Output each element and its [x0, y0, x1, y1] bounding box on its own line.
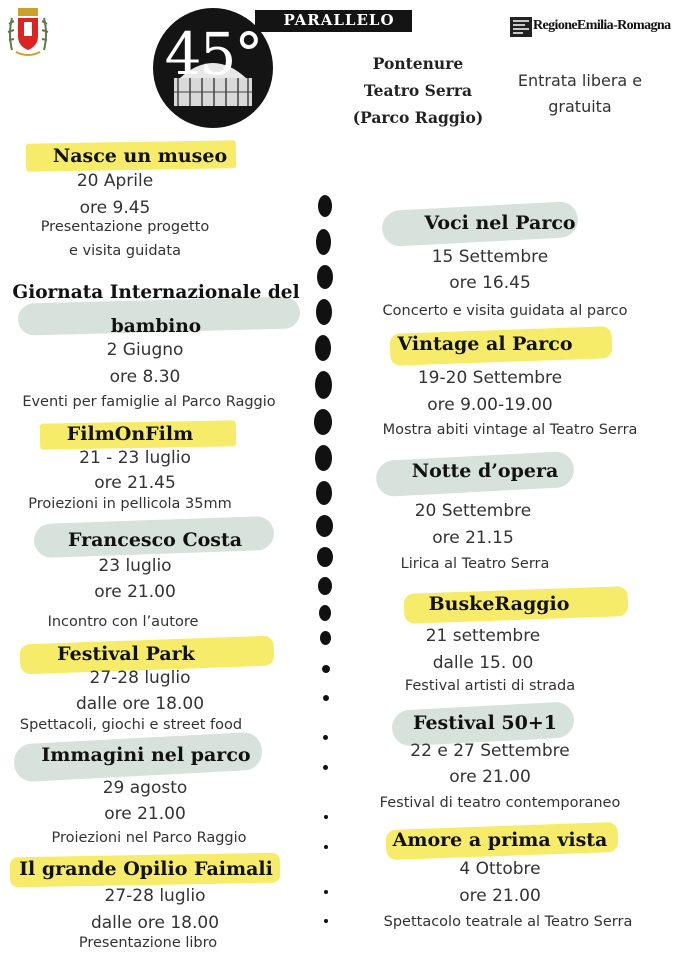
event-time: ore 21.00: [459, 886, 541, 906]
event-description: Festival di teatro contemporaneo: [379, 795, 621, 811]
event-time: ore 21.00: [449, 767, 531, 787]
divider-dot: [316, 481, 332, 505]
event-time: ore 21.00: [104, 804, 186, 824]
divider-dot: [315, 445, 332, 471]
event-date: 20 Settembre: [414, 501, 532, 521]
event-date: 21 settembre: [425, 626, 541, 646]
event-title: FilmOnFilm: [66, 423, 194, 445]
divider-dot: [316, 229, 331, 255]
venue-town: Pontenure: [372, 54, 464, 73]
event-date: 21 - 23 luglio: [79, 448, 191, 468]
region-logo: [510, 16, 676, 40]
event-time: dalle ore 18.00: [75, 694, 205, 714]
event-description: Presentazione progetto: [40, 219, 210, 235]
divider-dot: [324, 815, 328, 819]
event-title: Immagini nel parco: [41, 744, 251, 766]
event-time: ore 8.30: [109, 367, 181, 387]
free-entry-line-2: gratuita: [548, 97, 612, 116]
divider-dot: [324, 919, 328, 923]
event-title: Nasce un museo: [52, 145, 228, 167]
event-time: ore 21.00: [94, 582, 176, 602]
municipal-crest: [4, 4, 52, 60]
event-description: Spettacoli, giochi e street food: [19, 717, 243, 733]
divider-dot: [320, 631, 331, 645]
event-date: 22 e 27 Settembre: [410, 741, 570, 761]
event-description: Presentazione libro: [78, 935, 218, 951]
event-title: BuskeRaggio: [428, 593, 570, 615]
divider-dot: [323, 735, 328, 740]
divider-dot: [323, 695, 329, 701]
divider-dot: [319, 605, 331, 621]
event-date: 20 Aprile: [76, 171, 154, 191]
event-title: Festival 50+1: [413, 712, 557, 734]
logo-number: 45°: [164, 20, 262, 88]
free-entry-note: [500, 68, 660, 120]
divider-dot: [317, 265, 333, 289]
event-time: ore 9.00-19.00: [427, 395, 553, 415]
event-title: Vintage al Parco: [397, 333, 573, 355]
divider-dot: [315, 335, 331, 361]
divider-dot: [322, 665, 330, 673]
event-title: Il grande Opilio Faimali: [19, 858, 273, 880]
event-title: Voci nel Parco: [424, 212, 576, 234]
event-title: Francesco Costa: [67, 529, 243, 551]
divider-dot: [314, 409, 332, 435]
divider-dot: [324, 890, 328, 894]
venue-park: (Parco Raggio): [352, 108, 484, 127]
free-entry-line-1: Entrata libera e: [517, 71, 643, 90]
event-time: dalle 15. 00: [432, 653, 534, 673]
event-title: Giornata Internazionale del: [12, 282, 300, 303]
event-time: ore 9.45: [79, 198, 151, 218]
divider-dot: [315, 371, 332, 399]
event-title: bambino: [110, 316, 202, 337]
divider-dot: [317, 547, 333, 567]
event-description: Eventi per famiglie al Parco Raggio: [22, 394, 276, 410]
event-time: ore 21.45: [94, 473, 176, 493]
event-description: Lirica al Teatro Serra: [400, 556, 550, 572]
event-date: 15 Settembre: [431, 247, 549, 267]
crest-icon: [4, 4, 52, 60]
divider-dot: [318, 195, 332, 217]
divider-dot: [323, 765, 328, 770]
divider-dot: [316, 515, 333, 537]
venue-theatre: Teatro Serra: [363, 81, 473, 100]
event-title: Notte d’opera: [411, 460, 559, 482]
event-description: Incontro con l’autore: [47, 614, 199, 630]
divider-dot: [316, 299, 332, 325]
divider-dot: [324, 845, 328, 849]
event-date: 23 luglio: [98, 556, 172, 576]
divider-dot: [318, 577, 332, 595]
event-date: 27-28 luglio: [89, 668, 191, 688]
event-title: Festival Park: [57, 643, 195, 665]
center-divider: [310, 195, 346, 925]
region-flag-icon: [510, 17, 532, 37]
event-description: Mostra abiti vintage al Teatro Serra: [382, 422, 638, 438]
event-date: 19-20 Settembre: [417, 368, 563, 388]
event-date: 27-28 luglio: [104, 886, 206, 906]
event-description: Spettacolo teatrale al Teatro Serra: [383, 914, 633, 930]
venue-info: [340, 50, 496, 131]
event-description: Proiezioni nel Parco Raggio: [51, 830, 247, 846]
event-time: dalle ore 18.00: [90, 913, 220, 933]
event-time: ore 21.15: [432, 528, 514, 548]
event-title: Amore a prima vista: [392, 829, 608, 851]
event-date: 29 agosto: [102, 778, 188, 798]
event-date: 4 Ottobre: [459, 859, 541, 879]
event-time: ore 16.45: [449, 273, 531, 293]
event-description: Festival artisti di strada: [404, 678, 576, 694]
event-description: Proiezioni in pellicola 35mm: [28, 496, 232, 512]
region-name: RegioneEmilia-Romagna: [533, 18, 671, 33]
event-description: Concerto e visita guidata al parco: [382, 303, 628, 319]
logo-word: PARALLELO: [283, 11, 395, 29]
event-description: e visita guidata: [69, 243, 181, 259]
event-date: 2 Giugno: [106, 340, 184, 360]
